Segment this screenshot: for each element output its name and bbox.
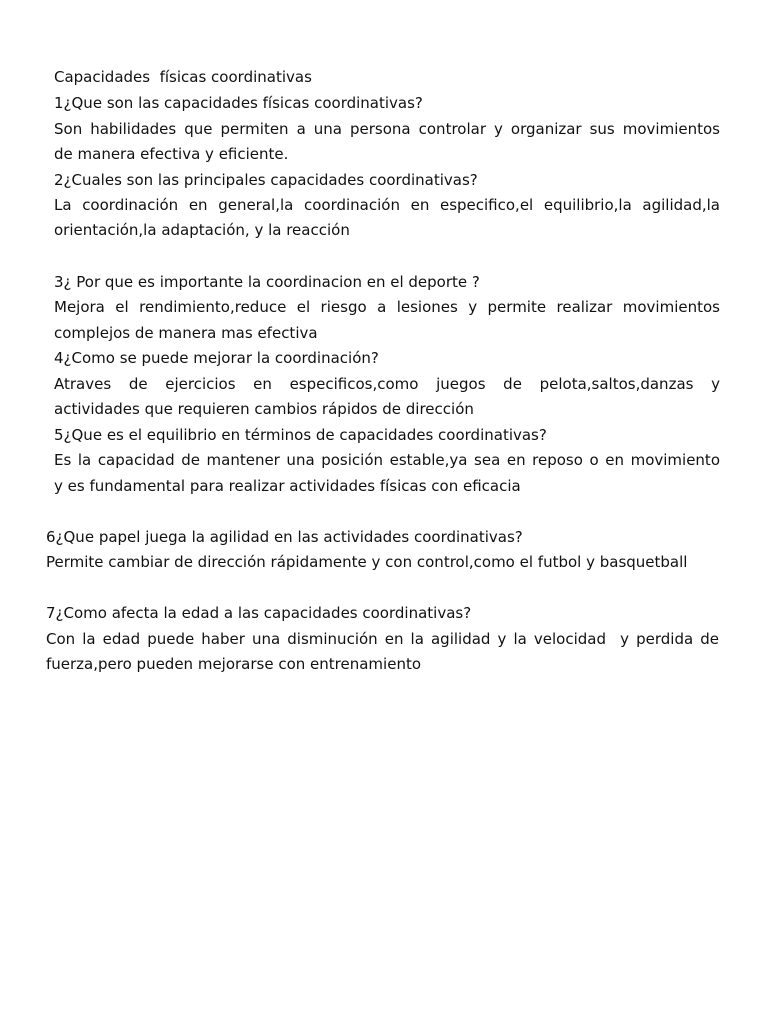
question-2: 2¿Cuales son las principales capacidades coordinativas? <box>54 171 478 189</box>
answer-4-line-2: actividades que requieren cambios rápidos de dirección <box>54 400 474 418</box>
answer-3-line-2: complejos de manera mas efectiva <box>54 324 318 342</box>
document-title: Capacidades físicas coordinativas <box>54 68 312 86</box>
question-1: 1¿Que son las capacidades físicas coordinativas? <box>54 94 423 112</box>
answer-7-line-2: fuerza,pero pueden mejorarse con entrenamiento <box>46 655 422 673</box>
question-5: 5¿Que es el equilibrio en términos de capacidades coordinativas? <box>54 426 547 444</box>
answer-5-line-2: y es fundamental para realizar actividades físicas con eficacia <box>54 477 521 495</box>
answer-1-line-2: de manera efectiva y eficiente. <box>54 145 289 163</box>
answer-2-line-1: La coordinación en general,la coordinación en especifico,el equilibrio,la agilidad,la <box>54 196 720 214</box>
answer-7-line-1: Con la edad puede haber una disminución en la agilidad y la velocidad y perdida de <box>46 630 719 648</box>
answer-3-line-1: Mejora el rendimiento,reduce el riesgo a lesiones y permite realizar movimientos <box>54 298 720 316</box>
answer-6-line-1: Permite cambiar de dirección rápidamente y con control,como el futbol y basquetball <box>46 553 688 571</box>
question-7: 7¿Como afecta la edad a las capacidades coordinativas? <box>46 604 472 622</box>
answer-4-line-1: Atraves de ejercicios en especificos,como juegos de pelota,saltos,danzas y <box>54 375 720 393</box>
answer-2-line-2: orientación,la adaptación, y la reacción <box>54 221 350 239</box>
question-6: 6¿Que papel juega la agilidad en las actividades coordinativas? <box>46 528 523 546</box>
question-4: 4¿Como se puede mejorar la coordinación? <box>54 349 379 367</box>
answer-5-line-1: Es la capacidad de mantener una posición estable,ya sea en reposo o en movimiento <box>54 451 720 469</box>
question-3: 3¿ Por que es importante la coordinacion en el deporte ? <box>54 273 480 291</box>
answer-1-line-1: Son habilidades que permiten a una persona controlar y organizar sus movimientos <box>54 120 720 138</box>
